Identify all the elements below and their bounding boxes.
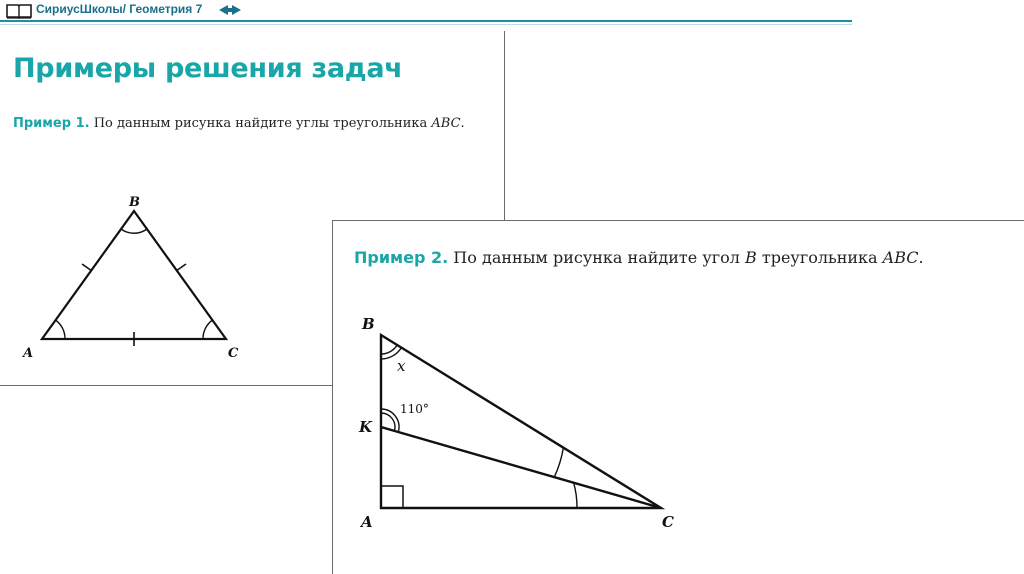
angle-arc-a	[56, 320, 66, 339]
angle-arc-c-bcK	[554, 448, 563, 478]
example-1-lead: Пример 1.	[13, 116, 90, 131]
vertex-label-c: C	[228, 346, 239, 361]
triangle-abc	[381, 335, 661, 508]
segment-kc	[381, 427, 661, 508]
vertex-label-a: A	[361, 513, 373, 531]
vertex-label-b: B	[362, 315, 375, 333]
angle-label-x: x	[397, 357, 406, 375]
angle-label-110: 110°	[400, 402, 429, 416]
example-2-lead: Пример 2.	[354, 248, 449, 267]
right-triangle-figure	[351, 305, 711, 537]
example-2-text-2: треугольника	[756, 248, 883, 267]
example-1-task	[13, 116, 465, 132]
right-angle-mark	[381, 486, 403, 508]
header-divider	[0, 20, 852, 22]
angle-arc-b-inner	[381, 345, 397, 354]
vertex-label-c: C	[662, 513, 674, 531]
book-icon	[5, 3, 33, 19]
example-1-triangle-name: ABC	[431, 116, 461, 131]
header	[0, 0, 1024, 26]
equilateral-triangle-figure	[16, 161, 256, 371]
header-title-course: Геометрия 7	[125, 2, 203, 16]
example-2-angle-name: B	[745, 248, 757, 267]
example-2-end: .	[918, 248, 924, 267]
angle-arc-c-kca	[574, 483, 577, 508]
slide-example-2	[332, 220, 1024, 574]
nav-arrows-icon[interactable]	[219, 5, 241, 15]
vertex-label-k: K	[359, 418, 373, 436]
example-2-triangle-name: ABC	[882, 248, 919, 267]
slide-title: Примеры решения задач	[13, 53, 403, 84]
angle-arc-c	[203, 320, 213, 339]
header-title-brand: СириусШколы/	[36, 2, 126, 16]
example-2-text: По данным рисунка найдите угол	[448, 248, 745, 267]
vertex-label-b: B	[129, 195, 140, 210]
header-title	[36, 2, 202, 16]
example-1-end: .	[460, 116, 465, 131]
angle-arc-b	[121, 229, 147, 233]
vertex-label-a: A	[23, 346, 34, 361]
example-2-task	[354, 248, 924, 268]
header-divider-thin	[0, 24, 852, 25]
triangle-abc	[42, 211, 226, 339]
tick-bc	[176, 264, 186, 271]
tick-ab	[82, 264, 92, 271]
example-1-text: По данным рисунка найдите углы треугольника	[89, 116, 432, 131]
